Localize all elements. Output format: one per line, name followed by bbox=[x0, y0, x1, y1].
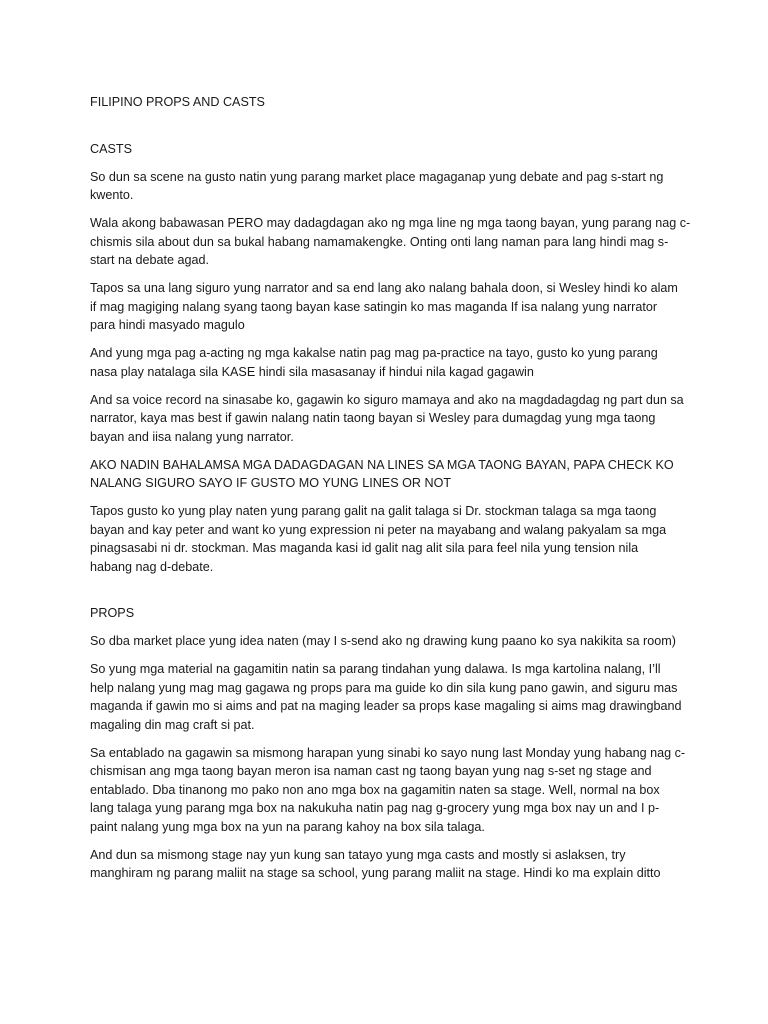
paragraph-line: pinagsasabi ni dr. stockman. Mas maganda kasi id galit nag alit sila para feel nila yung tension nila bbox=[90, 541, 639, 555]
paragraph-line: So dba market place yung idea naten (may I s-send ako ng drawing kung paano ko sya nakikita sa room) bbox=[90, 634, 676, 648]
paragraph-line: bayan and kay peter and want ko yung expression ni peter na mayabang and walang pakyalam sa mga bbox=[90, 522, 667, 537]
document-title: FILIPINO PROPS AND CASTS bbox=[90, 95, 265, 109]
paragraph-line: Sa entablado na gagawin sa mismong harapan yung sinabi ko sayo nung last Monday yung habang nag c- bbox=[90, 745, 686, 760]
paragraph-line: lang talaga yung parang mga box na nakukuha natin pag nag g-grocery yung mga box nay un and I p- bbox=[90, 801, 660, 815]
paragraph-line: chismis sila about dun sa bukal habang namamakengke. Onting onti lang naman para lang hindi mag s- bbox=[90, 234, 669, 249]
casts-heading: CASTS bbox=[90, 141, 132, 156]
paragraph-line: narrator, kaya mas best if gawin nalang natin taong bayan si Wesley para dumagdag yung mga taong bbox=[90, 411, 656, 425]
document-page bbox=[90, 93, 691, 883]
paragraph-line: manghiram ng parang maliit na stage sa school, yung parang maliit na stage. Hindi ko ma explain ditto bbox=[90, 866, 661, 880]
paragraph-line: magaling din mag craft si pat. bbox=[90, 717, 255, 732]
paragraph-line: AKO NADIN BAHALAMSA MGA DADAGDAGAN NA LINES SA MGA TAONG BAYAN, PAPA CHECK KO bbox=[90, 457, 674, 472]
paragraph-line: entablado. Dba tinanong mo pako non ano mga box na gagamitin naten sa stage. Well, normal na box bbox=[90, 782, 660, 797]
paragraph-line: maganda if gawin mo si aims and pat na maging leader sa props kase magaling si aims mag drawingband bbox=[90, 699, 682, 713]
paragraph bbox=[90, 456, 684, 493]
paragraph bbox=[90, 391, 684, 447]
paragraph bbox=[90, 214, 691, 270]
paragraph bbox=[90, 279, 684, 335]
paragraph-line: And dun sa mismong stage nay yun kung san tatayo yung mga casts and mostly si aslaksen, try bbox=[90, 847, 626, 862]
paragraph-line: kwento. bbox=[90, 188, 134, 202]
paragraph-line: bayan and iisa nalang yung narrator. bbox=[90, 429, 294, 444]
paragraph-line: Tapos gusto ko yung play naten yung parang galit na galit talaga si Dr. stockman talaga sa mga taong bbox=[90, 504, 657, 518]
paragraph bbox=[90, 168, 684, 205]
paragraph bbox=[90, 502, 684, 576]
paragraph-line: if mag magiging nalang syang taong bayan kase satingin ko mas maganda If isa nalang yung narrator bbox=[90, 299, 658, 314]
paragraph-line: Tapos sa una lang siguro yung narrator and sa end lang ako nalang bahala doon, si Wesley hindi ko alam bbox=[90, 281, 678, 295]
paragraph-line: NALANG SIGURO SAYO IF GUSTO MO YUNG LINES OR NOT bbox=[90, 476, 452, 490]
paragraph bbox=[90, 632, 684, 651]
paragraph bbox=[90, 846, 684, 883]
paragraph-line: start na debate agad. bbox=[90, 253, 210, 267]
paragraph-line: So yung mga material na gagamitin natin sa parang tindahan yung dalawa. Is mga kartolina nalang, I’ll bbox=[90, 662, 661, 676]
paragraph-line: And sa voice record na sinasabe ko, gagawin ko siguro mamaya and ako na magdadagdag ng part dun sa bbox=[90, 392, 684, 407]
paragraph bbox=[90, 660, 684, 734]
paragraph-line: help nalang yung mag mag gagawa ng props para ma guide ko din sila kung pano gawin, and siguru mas bbox=[90, 680, 678, 695]
props-heading: PROPS bbox=[90, 606, 135, 620]
paragraph-line: So dun sa scene na gusto natin yung parang market place magaganap yung debate and pag s-start ng bbox=[90, 169, 664, 184]
paragraph-line: nasa play natalaga sila KASE hindi sila masasanay if hindui nila kagad gagawin bbox=[90, 364, 534, 379]
paragraph bbox=[90, 744, 684, 837]
casts-section bbox=[90, 168, 691, 577]
paragraph-line: chismisan ang mga taong bayan meron isa naman cast ng taong bayan yung nag s-set ng stage and bbox=[90, 764, 652, 778]
props-section bbox=[90, 632, 684, 883]
paragraph-line: paint nalang yung mga box na yun na parang kahoy na box sila talaga. bbox=[90, 819, 485, 834]
paragraph bbox=[90, 344, 684, 381]
paragraph-line: habang nag d-debate. bbox=[90, 559, 214, 574]
paragraph-line: para hindi masyado magulo bbox=[90, 318, 245, 332]
paragraph-line: Wala akong babawasan PERO may dadagdagan ako ng mga line ng mga taong bayan, yung parang nag c- bbox=[90, 216, 691, 230]
paragraph-line: And yung mga pag a-acting ng mga kakalse natin pag mag pa-practice na tayo, gusto ko yung parang bbox=[90, 346, 658, 360]
